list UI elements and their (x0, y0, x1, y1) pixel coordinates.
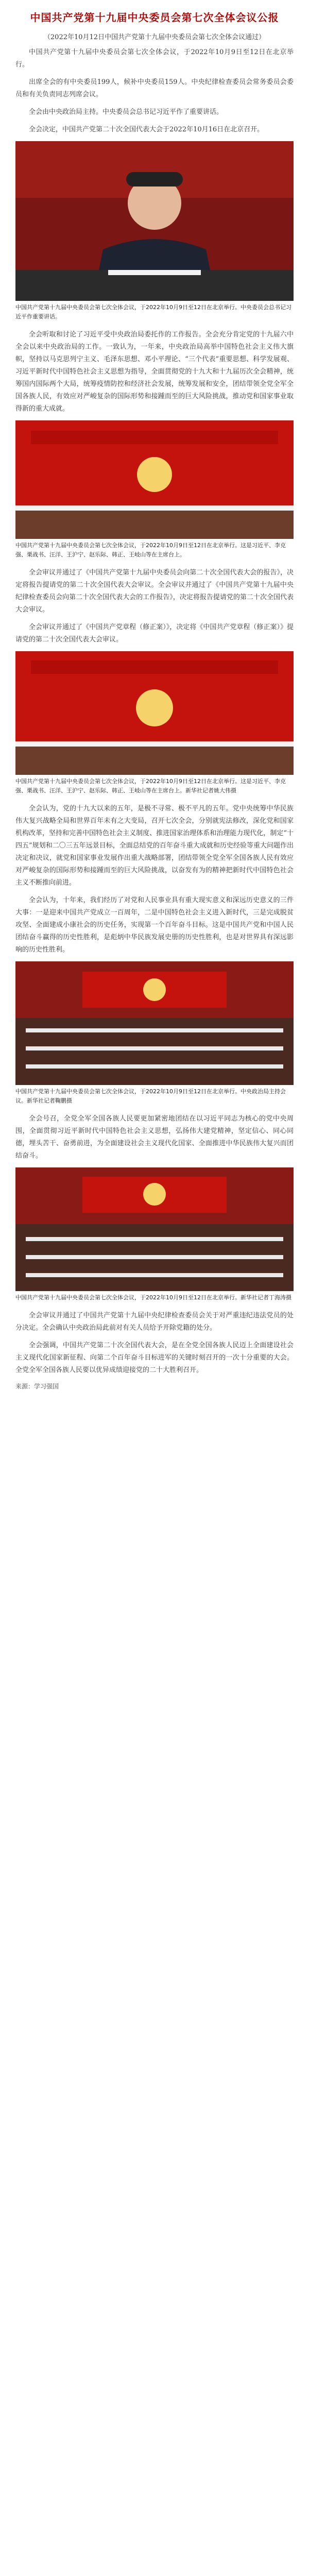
article-paragraph: 全会听取和讨论了习近平受中央政治局委托作的工作报告。全会充分肯定党的十九届六中全会以来中央政治局的工作。一致认为，一年来，中央政治局高举中国特色社会主义伟大旗帜，坚持以马克思列宁主义、毛泽东思想、邓小平理论、“三个代表”重要思想、科学发展观、习近平新时代中国特色社会主义思想为指导，全面贯彻党的十九大和十九届历次全会精神，统筹国内国际两个大局，统筹疫情防控和经济社会发展，统筹发展和安全，团结带领全党全军全国各族人民，有效应对严峻复杂的国际形势和接踵而至的巨大风险挑战，推动党和国家事业取得新的重大成就。 (15, 331, 294, 413)
rostrum-photo-graphic (15, 420, 294, 539)
article-source: 来源：学习强国 (15, 1383, 59, 1390)
rostrum-photo-2 (15, 651, 294, 775)
article-paragraph: 全会强调，中国共产党第二十次全国代表大会，是在全党全国各族人民迈上全面建设社会主义现代化国家新征程、向第二个百年奋斗目标进军的关键时刻召开的一次十分重要的大会。全党全军全国各族人民要以优异成绩迎接党的二十大胜利召开。 (15, 1342, 294, 1374)
article-paragraph: 全会认为，党的十九大以来的五年，是极不寻常、极不平凡的五年。党中央统筹中华民族伟大复兴战略全局和世界百年未有之大变局，召开七次全会，分别就宪法修改，深化党和国家机构改革，坚持和完善中国特色社会主义制度、推进国家治理体系和治理能力现代化，制定“十四五”规划和二〇三五年远景目标，全面总结党的百年奋斗重大成就和历史经验等重大问题作出决定和决议，就党和国家事业发展作出重大战略部署，团结带领全党全军全国各族人民有效应对严峻复杂的国际形势和接踵而至的巨大风险挑战，以奋发有为的精神把新时代中国特色社会主义不断推向前进。 (15, 805, 294, 887)
article-title: 中国共产党第十九届中央委员会第七次全体会议公报 (30, 11, 279, 24)
rostrum-photo-2-graphic (15, 651, 294, 775)
photo-caption: 中国共产党第十九届中央委员会第七次全体会议，于2022年10月9日至12日在北京举行。中央政治局主持会议。新华社记者鞠鹏摄 (15, 1088, 286, 1104)
article-paragraph: 全会审议并通过了《中国共产党第十九届中央委员会向第二十次全国代表大会的报告》，决定将报告提请党的第二十次全国代表大会审议。全会审议并通过了《中国共产党第十九届中央纪律检查委员会向第二十次全国代表大会的工作报告》，决定将报告提请党的第二十次全国代表大会审议。 (15, 569, 294, 614)
article-paragraph: 出席全会的有中央委员199人，候补中央委员159人。中央纪律检查委员会常务委员会委员和有关负责同志列席会议。 (15, 78, 294, 98)
rostrum-photo (15, 420, 294, 539)
article-subtitle: （2022年10月12日中国共产党第十九届中央委员会第七次全体会议通过） (43, 33, 266, 41)
article-paragraph: 全会审议并通过了中国共产党第十九届中央纪律检查委员会关于对严重违纪违法党员的处分决定。全会确认中央政治局此前对有关人员给予开除党籍的处分。 (15, 1312, 294, 1332)
article-paragraph: 全会由中央政治局主持。中央委员会总书记习近平作了重要讲话。 (29, 108, 224, 116)
photo-caption: 中国共产党第十九届中央委员会第七次全体会议，于2022年10月9日至12日在北京举行。新华社记者丁海涛摄 (15, 1294, 291, 1301)
photo-caption: 中国共产党第十九届中央委员会第七次全体会议，于2022年10月9日至12日在北京举行。这是习近平、李克强、栗战书、汪洋、王沪宁、赵乐际、韩正、王岐山等在主席台上。 (15, 542, 286, 558)
article-paragraph: 全会认为，十年来，我们经历了对党和人民事业具有重大现实意义和深远历史意义的三件大事：一是迎来中国共产党成立一百周年，二是中国特色社会主义进入新时代，三是完成脱贫攻坚、全面建成小康社会的历史任务，实现第一个百年奋斗目标。这是中国共产党和中国人民团结奋斗赢得的历史性胜利，是彪炳中华民族发展史册的历史性胜利，也是对世界具有深远影响的历史性胜利。 (15, 896, 294, 954)
photo-caption: 中国共产党第十九届中央委员会第七次全体会议，于2022年10月9日至12日在北京举行。这是习近平、李克强、栗战书、汪洋、王沪宁、赵乐际、韩正、王岐山等在主席台上。新华社记者姚大伟摄 (15, 778, 286, 794)
hall-photo-2-graphic (15, 1167, 294, 1291)
hall-photo (15, 961, 294, 1085)
article-paragraph: 全会号召，全党全军全国各族人民要更加紧密地团结在以习近平同志为核心的党中央周围，全面贯彻习近平新时代中国特色社会主义思想，弘扬伟大建党精神，坚定信心、同心同德，埋头苦干、奋勇前进，为全面建设社会主义现代化国家、全面推进中华民族伟大复兴而团结奋斗。 (15, 1115, 294, 1160)
photo-caption: 中国共产党第十九届中央委员会第七次全体会议，于2022年10月9日至12日在北京举行。中央委员会总书记习近平作重要讲话。 (15, 304, 291, 320)
hall-photo-2 (15, 1167, 294, 1291)
article-paragraph: 全会决定，中国共产党第二十次全国代表大会于2022年10月16日在北京召开。 (29, 126, 264, 133)
speaker-photo-graphic (15, 141, 294, 301)
article-paragraph: 全会审议并通过了《中国共产党章程（修正案）》，决定将《中国共产党章程（修正案）》提请党的第二十次全国代表大会审议。 (15, 623, 294, 643)
hall-photo-graphic (15, 961, 294, 1085)
article-paragraph: 中国共产党第十九届中央委员会第七次全体会议，于2022年10月9日至12日在北京举行。 (15, 48, 294, 69)
speaker-photo (15, 141, 294, 301)
